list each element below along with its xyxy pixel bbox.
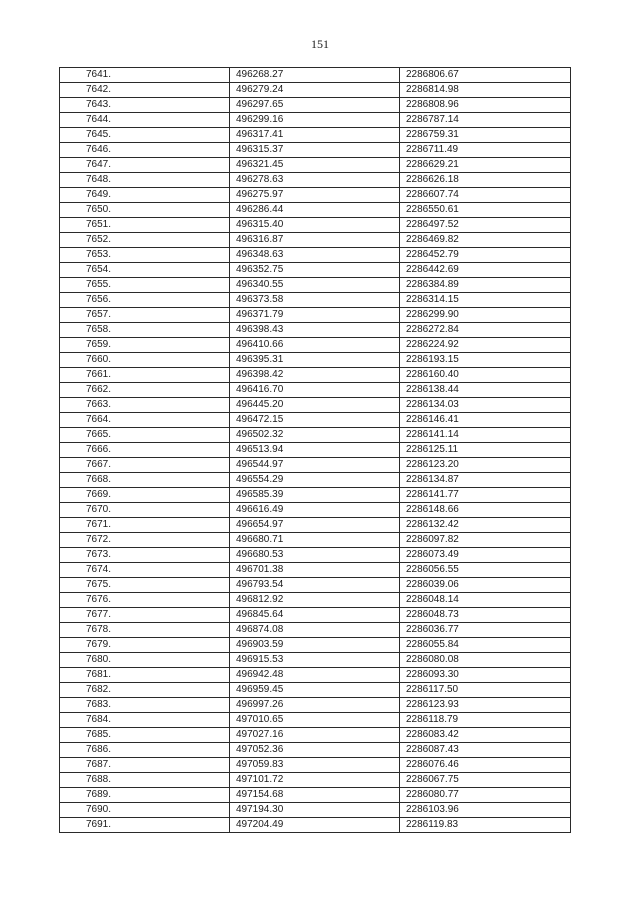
y-coordinate-cell: 2286160.40 (400, 368, 571, 383)
x-coordinate-cell: 496373.58 (230, 293, 400, 308)
table-row (60, 533, 571, 548)
point-number-cell: 7651. (60, 218, 230, 233)
x-coordinate-cell: 496616.49 (230, 503, 400, 518)
x-coordinate-cell: 497194.30 (230, 803, 400, 818)
table-row (60, 248, 571, 263)
y-coordinate-cell: 2286123.20 (400, 458, 571, 473)
point-number-cell: 7670. (60, 503, 230, 518)
y-coordinate-cell: 2286146.41 (400, 413, 571, 428)
x-coordinate-cell: 496654.97 (230, 518, 400, 533)
x-coordinate-cell: 496340.55 (230, 278, 400, 293)
x-coordinate-cell: 496445.20 (230, 398, 400, 413)
x-coordinate-cell: 496410.66 (230, 338, 400, 353)
y-coordinate-cell: 2286808.96 (400, 98, 571, 113)
x-coordinate-cell: 496315.40 (230, 218, 400, 233)
point-number-cell: 7672. (60, 533, 230, 548)
y-coordinate-cell: 2286039.06 (400, 578, 571, 593)
x-coordinate-cell: 496398.42 (230, 368, 400, 383)
point-number-cell: 7653. (60, 248, 230, 263)
point-number-cell: 7669. (60, 488, 230, 503)
x-coordinate-cell: 496680.71 (230, 533, 400, 548)
y-coordinate-cell: 2286123.93 (400, 698, 571, 713)
table-row (60, 788, 571, 803)
point-number-cell: 7650. (60, 203, 230, 218)
point-number-cell: 7681. (60, 668, 230, 683)
x-coordinate-cell: 496278.63 (230, 173, 400, 188)
x-coordinate-cell: 497154.68 (230, 788, 400, 803)
y-coordinate-cell: 2286629.21 (400, 158, 571, 173)
x-coordinate-cell: 496793.54 (230, 578, 400, 593)
table-row (60, 203, 571, 218)
point-number-cell: 7662. (60, 383, 230, 398)
table-row (60, 263, 571, 278)
point-number-cell: 7643. (60, 98, 230, 113)
table-row (60, 83, 571, 98)
point-number-cell: 7660. (60, 353, 230, 368)
table-row (60, 653, 571, 668)
point-number-cell: 7655. (60, 278, 230, 293)
point-number-cell: 7674. (60, 563, 230, 578)
table-row (60, 473, 571, 488)
x-coordinate-cell: 496371.79 (230, 308, 400, 323)
x-coordinate-cell: 496286.44 (230, 203, 400, 218)
table-row (60, 98, 571, 113)
y-coordinate-cell: 2286080.08 (400, 653, 571, 668)
x-coordinate-cell: 497101.72 (230, 773, 400, 788)
y-coordinate-cell: 2286087.43 (400, 743, 571, 758)
y-coordinate-cell: 2286083.42 (400, 728, 571, 743)
y-coordinate-cell: 2286073.49 (400, 548, 571, 563)
x-coordinate-cell: 496316.87 (230, 233, 400, 248)
point-number-cell: 7645. (60, 128, 230, 143)
x-coordinate-cell: 496845.64 (230, 608, 400, 623)
point-number-cell: 7646. (60, 143, 230, 158)
point-number-cell: 7690. (60, 803, 230, 818)
x-coordinate-cell: 497052.36 (230, 743, 400, 758)
point-number-cell: 7680. (60, 653, 230, 668)
table-row (60, 188, 571, 203)
point-number-cell: 7686. (60, 743, 230, 758)
table-row (60, 308, 571, 323)
point-number-cell: 7649. (60, 188, 230, 203)
y-coordinate-cell: 2286117.50 (400, 683, 571, 698)
coordinates-table-body (60, 68, 571, 833)
x-coordinate-cell: 496321.45 (230, 158, 400, 173)
x-coordinate-cell: 496544.97 (230, 458, 400, 473)
x-coordinate-cell: 496416.70 (230, 383, 400, 398)
y-coordinate-cell: 2286314.15 (400, 293, 571, 308)
point-number-cell: 7647. (60, 158, 230, 173)
y-coordinate-cell: 2286056.55 (400, 563, 571, 578)
y-coordinate-cell: 2286607.74 (400, 188, 571, 203)
table-row (60, 293, 571, 308)
table-row (60, 173, 571, 188)
table-row (60, 668, 571, 683)
table-row (60, 593, 571, 608)
point-number-cell: 7644. (60, 113, 230, 128)
table-row (60, 758, 571, 773)
y-coordinate-cell: 2286299.90 (400, 308, 571, 323)
point-number-cell: 7659. (60, 338, 230, 353)
y-coordinate-cell: 2286134.87 (400, 473, 571, 488)
table-row (60, 143, 571, 158)
x-coordinate-cell: 497059.83 (230, 758, 400, 773)
point-number-cell: 7691. (60, 818, 230, 833)
x-coordinate-cell: 497010.65 (230, 713, 400, 728)
y-coordinate-cell: 2286132.42 (400, 518, 571, 533)
table-row (60, 563, 571, 578)
table-row (60, 608, 571, 623)
y-coordinate-cell: 2286080.77 (400, 788, 571, 803)
table-row (60, 518, 571, 533)
y-coordinate-cell: 2286097.82 (400, 533, 571, 548)
table-row (60, 428, 571, 443)
y-coordinate-cell: 2286055.84 (400, 638, 571, 653)
y-coordinate-cell: 2286384.89 (400, 278, 571, 293)
y-coordinate-cell: 2286759.31 (400, 128, 571, 143)
y-coordinate-cell: 2286224.92 (400, 338, 571, 353)
y-coordinate-cell: 2286272.84 (400, 323, 571, 338)
y-coordinate-cell: 2286497.52 (400, 218, 571, 233)
table-row (60, 683, 571, 698)
point-number-cell: 7652. (60, 233, 230, 248)
table-row (60, 443, 571, 458)
x-coordinate-cell: 496812.92 (230, 593, 400, 608)
y-coordinate-cell: 2286141.77 (400, 488, 571, 503)
table-row (60, 233, 571, 248)
point-number-cell: 7688. (60, 773, 230, 788)
x-coordinate-cell: 496554.29 (230, 473, 400, 488)
y-coordinate-cell: 2286711.49 (400, 143, 571, 158)
y-coordinate-cell: 2286550.61 (400, 203, 571, 218)
coordinates-table (59, 67, 571, 833)
x-coordinate-cell: 496513.94 (230, 443, 400, 458)
y-coordinate-cell: 2286036.77 (400, 623, 571, 638)
point-number-cell: 7665. (60, 428, 230, 443)
table-row (60, 323, 571, 338)
page-number: 151 (311, 37, 329, 51)
y-coordinate-cell: 2286048.73 (400, 608, 571, 623)
y-coordinate-cell: 2286806.67 (400, 68, 571, 83)
point-number-cell: 7661. (60, 368, 230, 383)
point-number-cell: 7667. (60, 458, 230, 473)
x-coordinate-cell: 496874.08 (230, 623, 400, 638)
table-row (60, 743, 571, 758)
x-coordinate-cell: 496299.16 (230, 113, 400, 128)
point-number-cell: 7656. (60, 293, 230, 308)
point-number-cell: 7685. (60, 728, 230, 743)
table-row (60, 128, 571, 143)
y-coordinate-cell: 2286626.18 (400, 173, 571, 188)
x-coordinate-cell: 496585.39 (230, 488, 400, 503)
table-row (60, 383, 571, 398)
y-coordinate-cell: 2286141.14 (400, 428, 571, 443)
table-row (60, 113, 571, 128)
table-row (60, 773, 571, 788)
x-coordinate-cell: 496317.41 (230, 128, 400, 143)
point-number-cell: 7641. (60, 68, 230, 83)
x-coordinate-cell: 496395.31 (230, 353, 400, 368)
x-coordinate-cell: 496472.15 (230, 413, 400, 428)
y-coordinate-cell: 2286048.14 (400, 593, 571, 608)
table-row (60, 728, 571, 743)
x-coordinate-cell: 496275.97 (230, 188, 400, 203)
table-row (60, 338, 571, 353)
table-row (60, 548, 571, 563)
x-coordinate-cell: 497027.16 (230, 728, 400, 743)
table-row (60, 158, 571, 173)
point-number-cell: 7675. (60, 578, 230, 593)
point-number-cell: 7668. (60, 473, 230, 488)
y-coordinate-cell: 2286442.69 (400, 263, 571, 278)
point-number-cell: 7682. (60, 683, 230, 698)
table-row (60, 458, 571, 473)
y-coordinate-cell: 2286787.14 (400, 113, 571, 128)
point-number-cell: 7657. (60, 308, 230, 323)
x-coordinate-cell: 496297.65 (230, 98, 400, 113)
y-coordinate-cell: 2286148.66 (400, 503, 571, 518)
y-coordinate-cell: 2286814.98 (400, 83, 571, 98)
table-row (60, 488, 571, 503)
y-coordinate-cell: 2286469.82 (400, 233, 571, 248)
x-coordinate-cell: 496997.26 (230, 698, 400, 713)
x-coordinate-cell: 496701.38 (230, 563, 400, 578)
table-row (60, 578, 571, 593)
point-number-cell: 7658. (60, 323, 230, 338)
x-coordinate-cell: 496502.32 (230, 428, 400, 443)
point-number-cell: 7683. (60, 698, 230, 713)
table-row (60, 398, 571, 413)
x-coordinate-cell: 497204.49 (230, 818, 400, 833)
table-row (60, 218, 571, 233)
point-number-cell: 7654. (60, 263, 230, 278)
point-number-cell: 7648. (60, 173, 230, 188)
x-coordinate-cell: 496903.59 (230, 638, 400, 653)
table-row (60, 353, 571, 368)
y-coordinate-cell: 2286452.79 (400, 248, 571, 263)
table-row (60, 698, 571, 713)
table-row (60, 503, 571, 518)
point-number-cell: 7673. (60, 548, 230, 563)
y-coordinate-cell: 2286125.11 (400, 443, 571, 458)
point-number-cell: 7678. (60, 623, 230, 638)
table-row (60, 623, 571, 638)
x-coordinate-cell: 496315.37 (230, 143, 400, 158)
x-coordinate-cell: 496348.63 (230, 248, 400, 263)
table-row (60, 413, 571, 428)
y-coordinate-cell: 2286119.83 (400, 818, 571, 833)
y-coordinate-cell: 2286076.46 (400, 758, 571, 773)
point-number-cell: 7684. (60, 713, 230, 728)
y-coordinate-cell: 2286103.96 (400, 803, 571, 818)
y-coordinate-cell: 2286067.75 (400, 773, 571, 788)
x-coordinate-cell: 496352.75 (230, 263, 400, 278)
x-coordinate-cell: 496915.53 (230, 653, 400, 668)
point-number-cell: 7677. (60, 608, 230, 623)
point-number-cell: 7687. (60, 758, 230, 773)
point-number-cell: 7679. (60, 638, 230, 653)
y-coordinate-cell: 2286134.03 (400, 398, 571, 413)
table-row (60, 818, 571, 833)
table-row (60, 278, 571, 293)
point-number-cell: 7666. (60, 443, 230, 458)
point-number-cell: 7663. (60, 398, 230, 413)
table-row (60, 713, 571, 728)
y-coordinate-cell: 2286138.44 (400, 383, 571, 398)
point-number-cell: 7689. (60, 788, 230, 803)
table-row (60, 638, 571, 653)
x-coordinate-cell: 496942.48 (230, 668, 400, 683)
point-number-cell: 7676. (60, 593, 230, 608)
x-coordinate-cell: 496398.43 (230, 323, 400, 338)
x-coordinate-cell: 496959.45 (230, 683, 400, 698)
y-coordinate-cell: 2286093.30 (400, 668, 571, 683)
table-row (60, 803, 571, 818)
y-coordinate-cell: 2286118.79 (400, 713, 571, 728)
point-number-cell: 7642. (60, 83, 230, 98)
x-coordinate-cell: 496268.27 (230, 68, 400, 83)
x-coordinate-cell: 496279.24 (230, 83, 400, 98)
point-number-cell: 7664. (60, 413, 230, 428)
table-row (60, 68, 571, 83)
table-row (60, 368, 571, 383)
point-number-cell: 7671. (60, 518, 230, 533)
x-coordinate-cell: 496680.53 (230, 548, 400, 563)
y-coordinate-cell: 2286193.15 (400, 353, 571, 368)
